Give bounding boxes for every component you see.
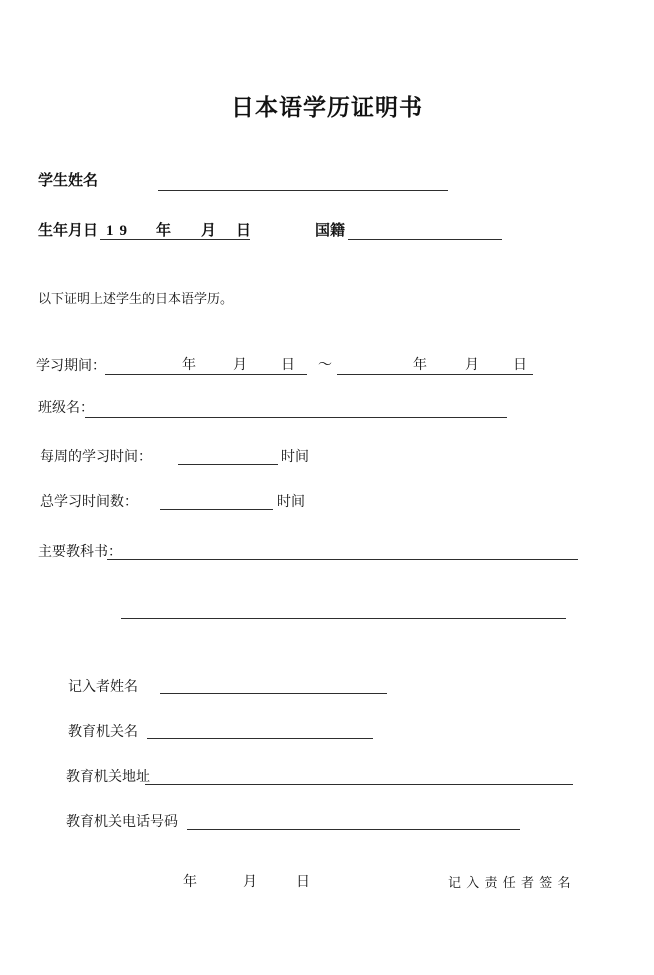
student-name-line	[158, 190, 448, 191]
birth-date-label: 生年月日	[38, 223, 99, 239]
study-period-from-line	[105, 374, 307, 375]
institution-name-line	[147, 738, 373, 739]
student-name-label: 学生姓名	[38, 173, 99, 189]
nationality-label: 国籍	[315, 223, 346, 239]
certification-statement: 以下证明上述学生的日本语学历。	[38, 291, 234, 306]
birth-century-value: 19	[106, 223, 133, 239]
institution-address-line	[145, 784, 573, 785]
study-period-label: 学习期间：	[36, 359, 106, 374]
footer-signature-label: 记 入 责 任 者 签 名	[448, 875, 572, 890]
birth-year-label: 年	[156, 223, 172, 239]
study-period-from-year-label: 年	[182, 358, 196, 373]
weekly-hours-unit: 时间	[281, 450, 309, 465]
study-period-to-month-label: 月	[465, 358, 479, 373]
recorder-name-label: 记入者姓名	[68, 680, 138, 695]
nationality-line	[348, 239, 502, 240]
footer-day-label: 日	[296, 875, 310, 890]
textbooks-line-2	[121, 618, 566, 619]
class-name-label: 班级名：	[38, 401, 94, 416]
textbooks-line	[107, 559, 578, 560]
study-period-from-month-label: 月	[233, 358, 247, 373]
institution-name-label: 教育机关名	[68, 725, 138, 740]
study-period-to-year-label: 年	[413, 358, 427, 373]
birth-month-label: 月	[201, 223, 217, 239]
recorder-name-line	[160, 693, 387, 694]
weekly-hours-label: 每周的学习时间：	[40, 450, 152, 465]
weekly-hours-line	[178, 464, 278, 465]
study-period-separator: ～	[318, 358, 332, 373]
class-name-line	[85, 417, 507, 418]
total-hours-label: 总学习时间数：	[40, 495, 138, 510]
study-period-from-day-label: 日	[281, 358, 295, 373]
study-period-to-line	[337, 374, 533, 375]
institution-phone-line	[187, 829, 520, 830]
institution-address-label: 教育机关地址	[66, 770, 150, 785]
document-title: 日本语学历证明书	[231, 95, 423, 120]
institution-phone-label: 教育机关电话号码	[66, 815, 178, 830]
textbooks-label: 主要教科书：	[38, 545, 122, 560]
footer-month-label: 月	[243, 875, 257, 890]
birth-day-label: 日	[236, 223, 252, 239]
total-hours-line	[160, 509, 273, 510]
total-hours-unit: 时间	[277, 495, 305, 510]
study-period-to-day-label: 日	[513, 358, 527, 373]
footer-year-label: 年	[183, 875, 197, 890]
